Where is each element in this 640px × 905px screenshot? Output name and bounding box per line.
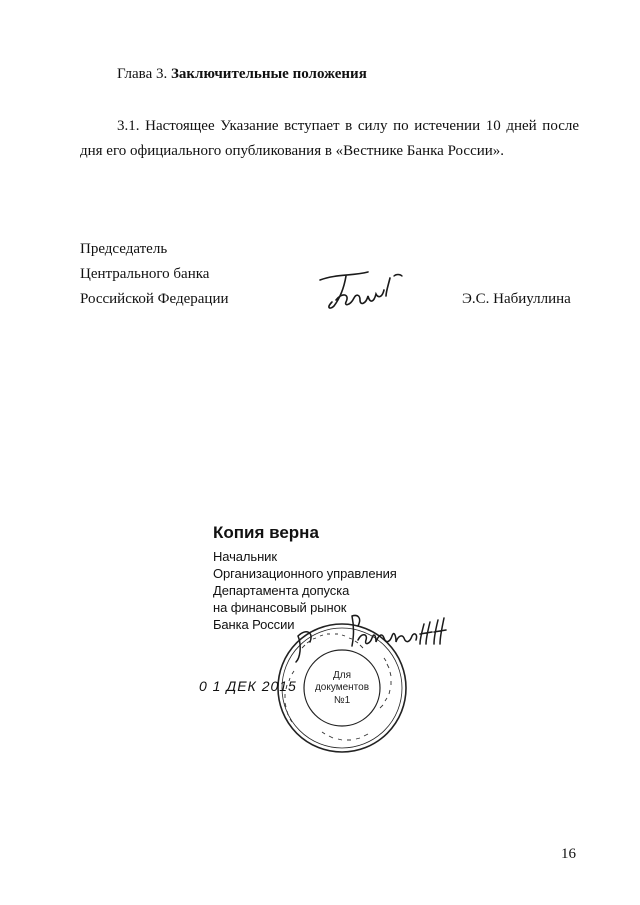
paragraph-line-1: 3.1. Настоящее Указание вступает в силу по истечении 10 дней после (117, 118, 579, 134)
chapter-number: Глава 3. (117, 66, 168, 82)
certified-copy-title: Копия верна (213, 523, 319, 542)
signatory-position-1: Председатель (80, 241, 168, 257)
chapter-heading (117, 66, 367, 83)
seal-center-line-2: документов (314, 682, 370, 693)
certified-copy-line-4: на финансовый рынок (213, 600, 347, 615)
page-number: 16 (561, 846, 576, 862)
certification-date: 0 1 ДЕК 2015 (199, 678, 297, 694)
certified-copy-line-2: Организационного управления (213, 566, 397, 581)
seal-center-line-3: №1 (333, 695, 351, 706)
certifier-signature (292, 606, 452, 666)
certified-copy-line-1: Начальник (213, 549, 277, 564)
chairman-signature (316, 268, 416, 318)
signatory-name: Э.С. Набиуллина (462, 291, 571, 307)
seal-center-line-1: Для (332, 670, 352, 681)
certified-copy-line-3: Департамента допуска (213, 583, 350, 598)
paragraph-line-2: дня его официального опубликования в «Вестнике Банка России». (80, 143, 505, 159)
certified-copy-line-5: Банка России (213, 617, 295, 632)
signatory-position-2: Центрального банка (80, 266, 210, 282)
signatory-position-3: Российской Федерации (80, 291, 229, 307)
chapter-title: Заключительные положения (170, 66, 367, 82)
